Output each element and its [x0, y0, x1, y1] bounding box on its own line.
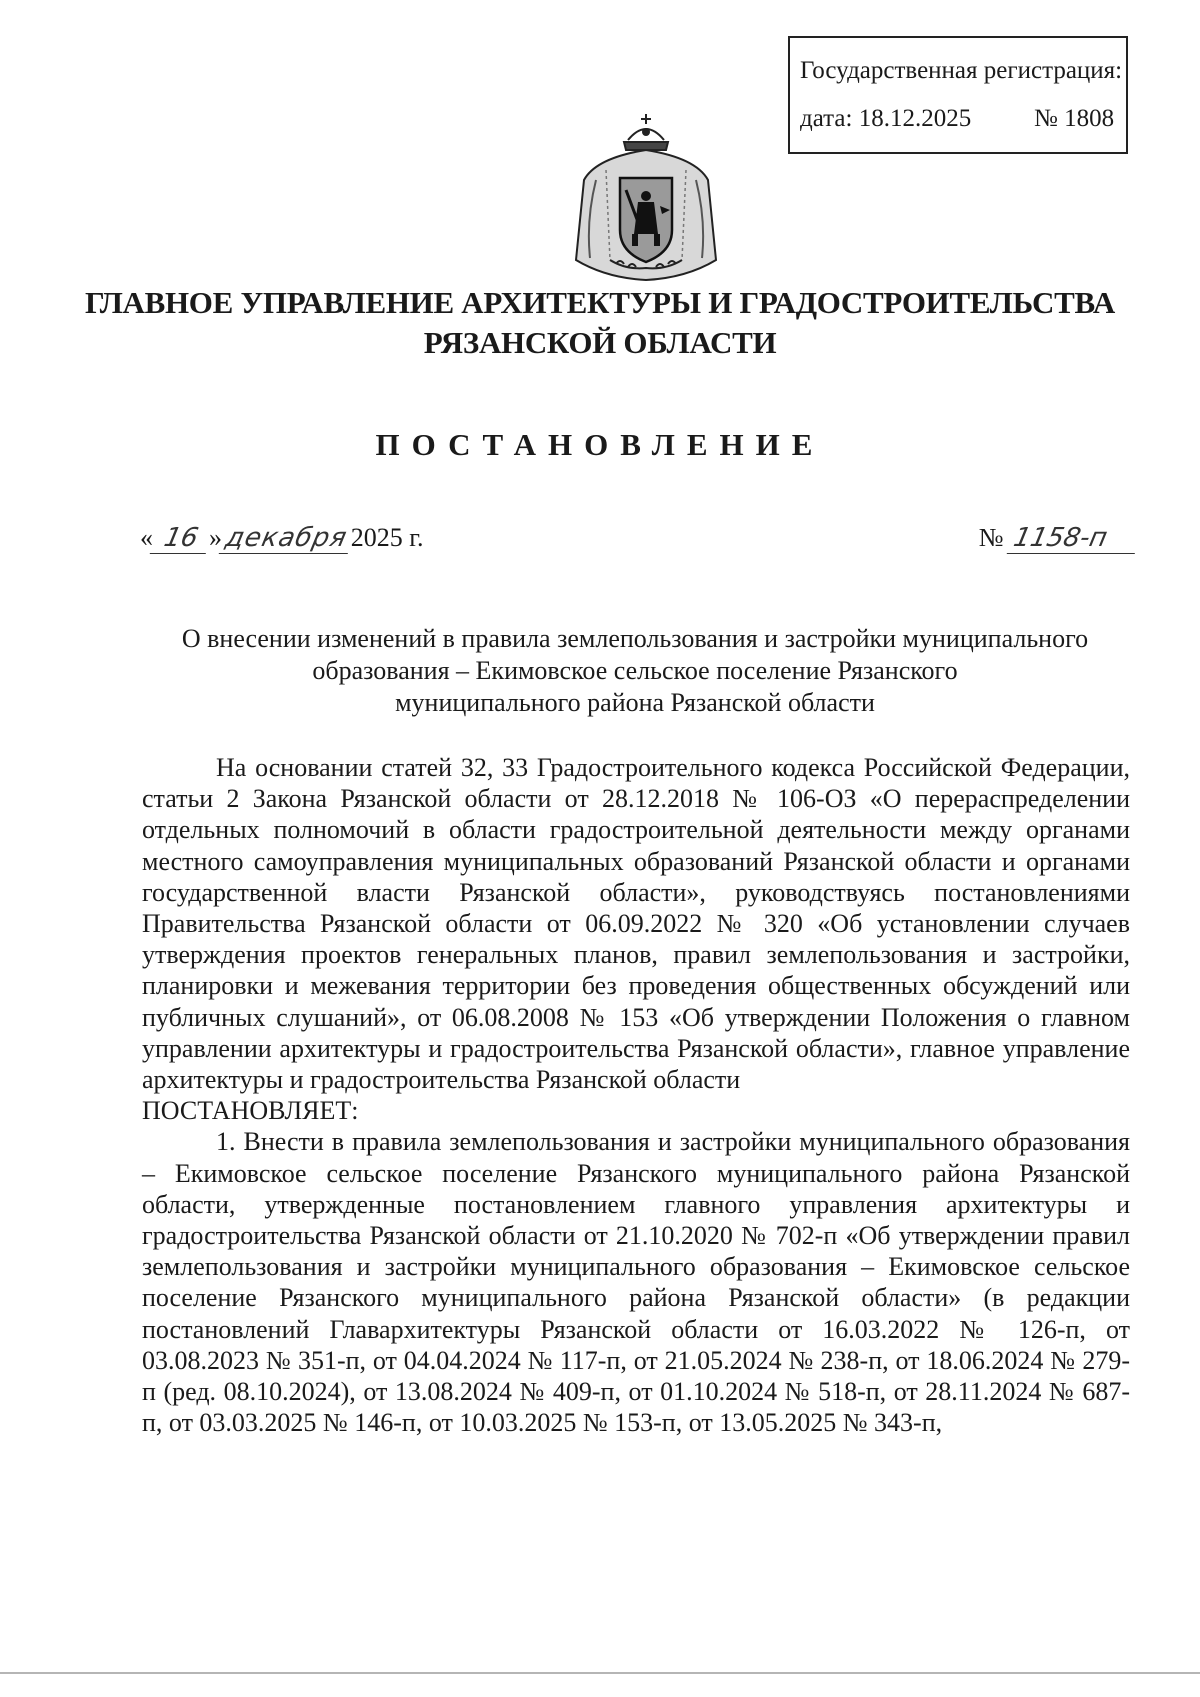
agency-name-line1: ГЛАВНОЕ УПРАВЛЕНИЕ АРХИТЕКТУРЫ И ГРАДОСТРОИТЕЛЬСТВА [84, 285, 1115, 320]
date-open-quote: « [140, 523, 153, 552]
subject-line3: муниципального района Рязанской области [395, 688, 875, 717]
subject-line2: образования – Екимовское сельское поселение Рязанского [312, 656, 958, 685]
handwritten-day: 16 [150, 523, 213, 554]
agency-name [0, 283, 1200, 363]
subject-line1: О внесении изменений в правила землепользования и застройки муниципального [181, 624, 1089, 653]
body-decree-word: ПОСТАНОВЛЯЕТ: [142, 1096, 359, 1126]
agency-name-line2: РЯЗАНСКОЙ ОБЛАСТИ [423, 325, 777, 360]
number-prefix: № [978, 523, 1004, 552]
document-number [979, 523, 1138, 554]
coat-of-arms-emblem [566, 110, 726, 285]
handwritten-number: 1158-п [1007, 523, 1142, 554]
body-paragraph-item-1: 1. Внести в правила землепользования и застройки муниципального образования – Екимовское сельское поселение Рязанского муниципального района Рязанской области, утвержденные постановлением главного управления архитектуры и градостроительства Рязанской области от 21.10.2020 № 702-п «Об утверждении правил землепользования и застройки муниципального образования – Екимовское сельское поселение Рязанского муниципального района Рязанской области» (в редакции постановлений Главархитектуры Рязанской области от 16.03.2022 № 126-п, от 03.08.2023 № 351-п, от 04.04.2024 № 117-п, от 21.05.2024 № 238-п, от 18.06.2024 № 279-п (ред. 08.10.2024), от 13.08.2024 № 409-п, от 01.10.2024 № 518-п, от 28.11.2024 № 687-п, от 03.03.2025 № 146-п, от 10.03.2025 № 153-п, от 13.05.2025 № 343-п, [142, 1127, 1130, 1438]
state-registration-stamp [788, 36, 1128, 154]
registration-number: № 1808 [1034, 105, 1115, 132]
document-subject [140, 623, 1130, 719]
date-year: 2025 г. [350, 523, 424, 552]
page-bottom-edge [0, 1672, 1200, 1674]
handwritten-month: декабря [219, 523, 354, 554]
document-body [142, 752, 1130, 1438]
body-paragraph-preamble: На основании статей 32, 33 Градостроительного кодекса Российской Федерации, статьи 2 Закона Рязанской области от 28.12.2018 № 106-ОЗ «О перераспределении отдельных полномочий в области градостроительной деятельности между органами местного самоуправления муниципальных образований Рязанской области и органами государственной власти Рязанской области», руководствуясь постановлениями Правительства Рязанской области от 06.09.2022 № 320 «Об установлении случаев утверждения проектов генеральных планов, правил землепользования и застройки, планировки и межевания территории без проведения общественных обсуждений или публичных слушаний», от 06.08.2008 № 153 «Об утверждении Положения о главном управлении архитектуры и градостроительства Рязанской области», главное управление архитектуры и градостроительства Рязанской области [142, 753, 1130, 1095]
date-close-quote: » [209, 523, 222, 552]
registration-title: Государственная регистрация: [800, 57, 1123, 84]
registration-date: дата: 18.12.2025 [800, 105, 972, 132]
document-type-heading: ПОСТАНОВЛЕНИЕ [375, 427, 825, 462]
document-date [140, 523, 424, 554]
